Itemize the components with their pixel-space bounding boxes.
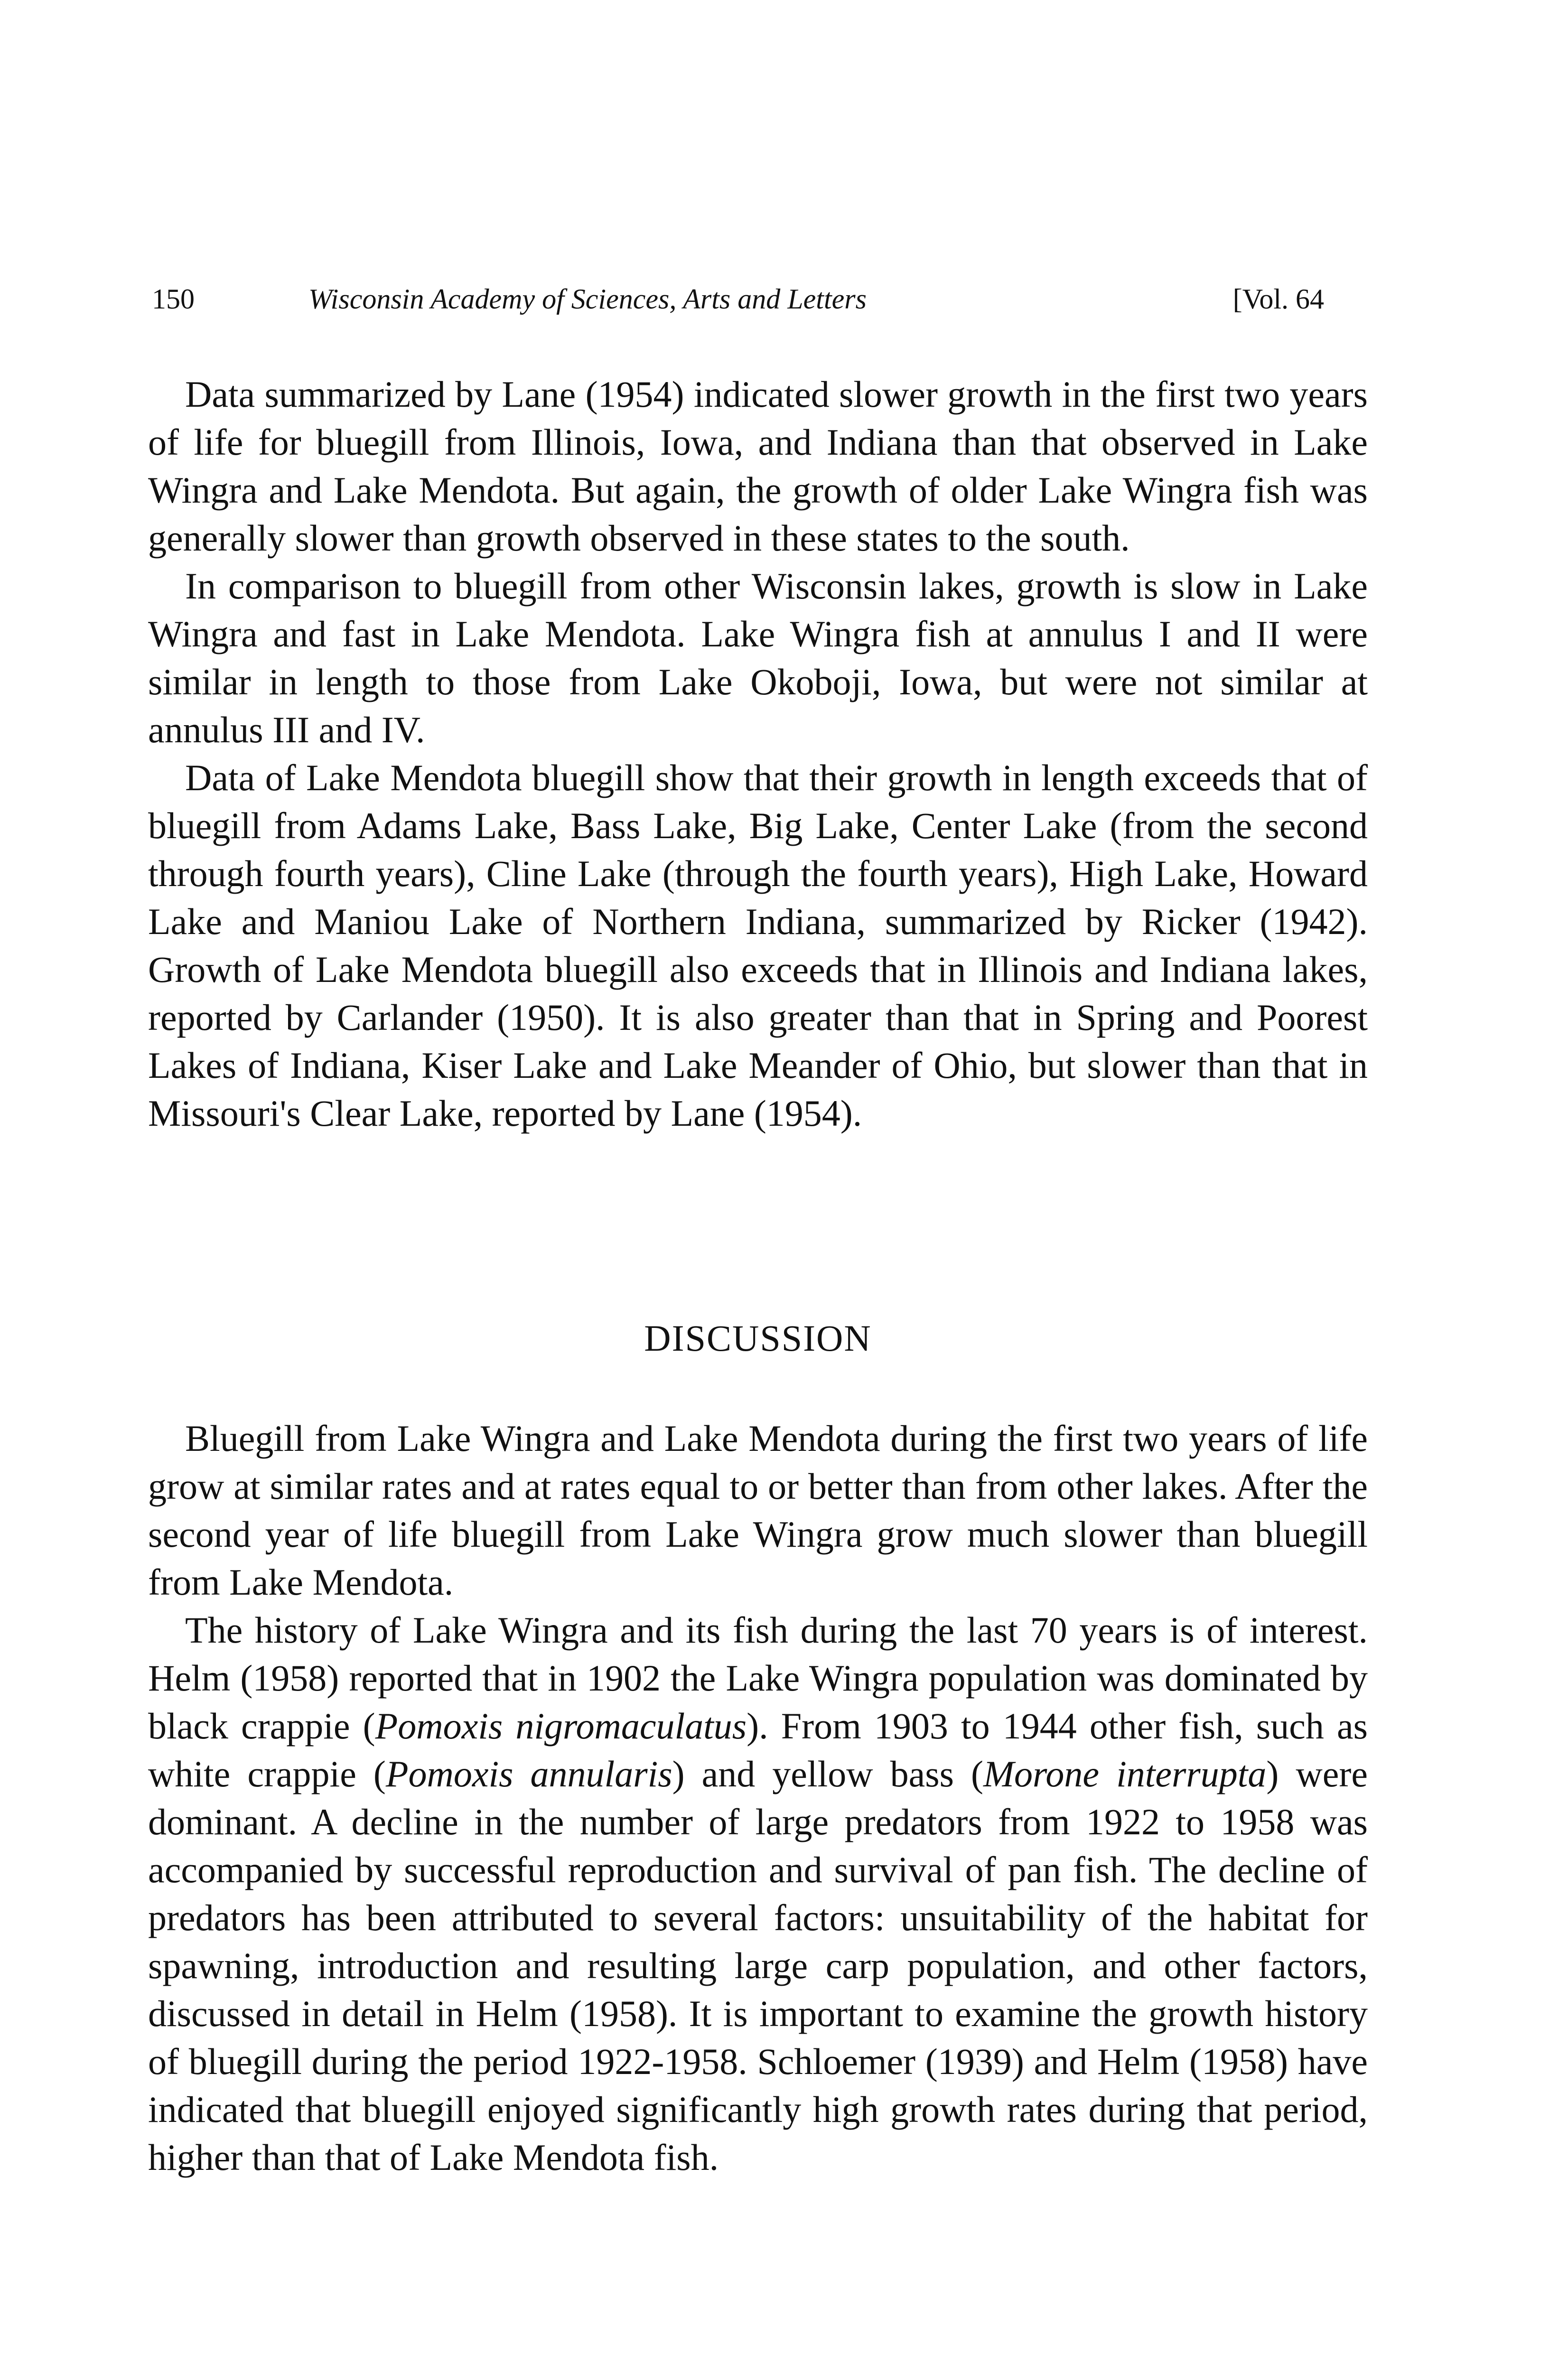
species-name: Morone interrupta bbox=[983, 1753, 1267, 1794]
results-section bbox=[148, 370, 1368, 1137]
text-run: ). From 1903 to 1944 other fish, such as white crappie ( bbox=[148, 1705, 1368, 1794]
section-heading-discussion: DISCUSSION bbox=[644, 1317, 872, 1359]
paragraph: Bluegill from Lake Wingra and Lake Mendota during the first two years of life grow at similar rates and at rates equal to or better than from other lakes. After the second year of life bluegill from Lake Wingra grow much slower than bluegill from Lake Mendota. bbox=[148, 1418, 1368, 1603]
volume-label: [Vol. 64 bbox=[1232, 283, 1324, 315]
paragraph bbox=[148, 1606, 1368, 2181]
species-name: Pomoxis annularis bbox=[385, 1753, 672, 1794]
discussion-section bbox=[148, 1414, 1368, 2181]
text-run: ) and yellow bass ( bbox=[672, 1753, 983, 1794]
paragraph: In comparison to bluegill from other Wisconsin lakes, growth is slow in Lake Wingra and fast in Lake Mendota. Lake Wingra fish at annulus I and II were similar in length to those from Lake Okoboji, Iowa, but were not similar at annulus III and IV. bbox=[148, 565, 1368, 750]
species-name: Pomoxis nigromaculatus bbox=[375, 1705, 747, 1747]
text-run: ) were dominant. A decline in the number of large predators from 1922 to 1958 was accompanied by successful reproduction and survival of pan fish. The decline of predators has been attributed to several factors: unsuitability of the habitat for spawning, introduction and resulting large carp population, and other factors, discussed in detail in Helm (1958). It is important to examine the growth history of bluegill during the period 1922-1958. Schloemer (1939) and Helm (1958) have indicated that bluegill enjoyed significantly high growth rates during that period, higher than that of Lake Mendota fish. bbox=[148, 1753, 1368, 2178]
paragraph: Data of Lake Mendota bluegill show that their growth in length exceeds that of bluegill from Adams Lake, Bass Lake, Big Lake, Center Lake (from the second through fourth years), Cline Lake (through the fourth years), High Lake, Howard Lake and Maniou Lake of Northern Indiana, summarized by Ricker (1942). Growth of Lake Mendota bluegill also exceeds that in Illinois and Indiana lakes, reported by Carlander (1950). It is also greater than that in Spring and Poorest Lakes of Indiana, Kiser Lake and Lake Meander of Ohio, but slower than that in Missouri's Clear Lake, reported by Lane (1954). bbox=[148, 757, 1368, 1134]
page-number: 150 bbox=[152, 283, 195, 315]
paragraph: Data summarized by Lane (1954) indicated slower growth in the first two years of life for bluegill from Illinois, Iowa, and Indiana than that observed in Lake Wingra and Lake Mendota. But again, the growth of older Lake Wingra fish was generally slower than growth observed in these states to the south. bbox=[148, 374, 1368, 559]
text-run: The history of Lake Wingra and its fish during the last 70 years is of interest. Helm (1958) reported that in 1902 the Lake Wingra population was dominated by black crappie ( bbox=[148, 1609, 1368, 1747]
running-header bbox=[152, 271, 1324, 327]
journal-title: Wisconsin Academy of Sciences, Arts and Letters bbox=[308, 283, 867, 315]
